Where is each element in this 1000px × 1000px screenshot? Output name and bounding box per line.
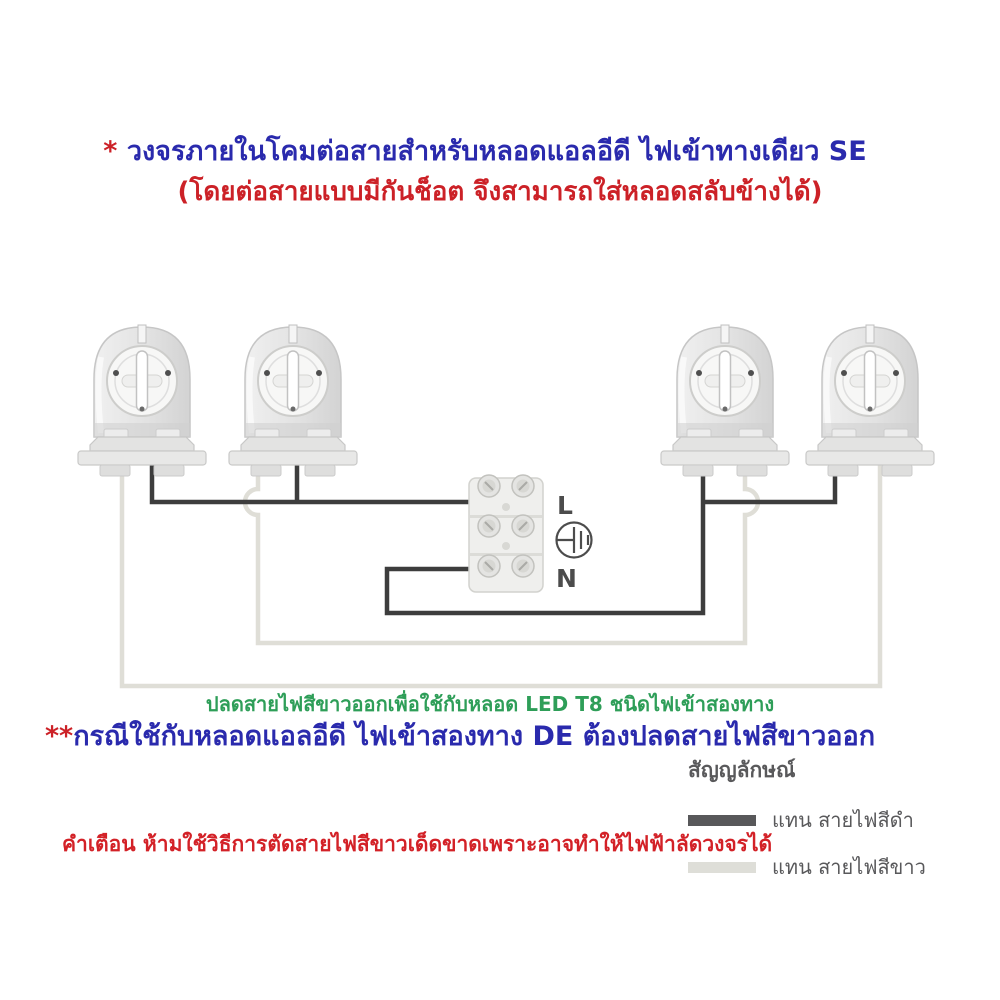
blue-note-asterisks: ** <box>44 721 74 752</box>
legend-label-black: แทน สายไฟสีดำ <box>772 808 914 832</box>
white-wire-swatch <box>688 862 756 873</box>
earth-plug-icon <box>557 523 592 558</box>
live-label: L <box>557 491 573 520</box>
lamp-socket-4 <box>806 325 934 476</box>
legend <box>688 754 926 898</box>
legend-label-white: แทน สายไฟสีขาว <box>772 855 926 879</box>
warning-text: คำเตือน ห้ามใช้วิธีการตัดสายไฟสีขาวเด็ดขาดเพราะอาจทำให้ไฟฟ้าลัดวงจรได้ <box>62 832 773 856</box>
green-note: ปลดสายไฟสีขาวออกเพื่อใช้กับหลอด LED T8 ชนิดไฟเข้าสองทาง <box>205 692 775 716</box>
page-title <box>0 136 1000 168</box>
page-subtitle: (โดยต่อสายแบบมีกันช็อต จึงสามารถใส่หลอดสลับข้างได้) <box>177 177 823 207</box>
title-asterisk: * <box>103 136 118 167</box>
wiring-diagram <box>0 300 1000 700</box>
black-wire-neutral <box>387 465 835 613</box>
lamp-socket-2 <box>229 325 357 476</box>
title-text: วงจรภายในโคมต่อสายสำหรับหลอดแอลอีดี ไฟเข้าทางเดียว SE <box>126 136 867 167</box>
blue-note <box>0 722 1000 752</box>
neutral-label: N <box>556 564 577 593</box>
blue-note-text: กรณีใช้กับหลอดแอลอีดี ไฟเข้าสองทาง DE ต้องปลดสายไฟสีขาวออก <box>73 721 876 752</box>
lamp-socket-3 <box>661 325 789 476</box>
black-wire-swatch <box>688 815 756 826</box>
legend-title: สัญญลักษณ์ <box>688 758 796 782</box>
terminal-block <box>469 475 543 592</box>
lamp-socket-1 <box>78 325 206 476</box>
